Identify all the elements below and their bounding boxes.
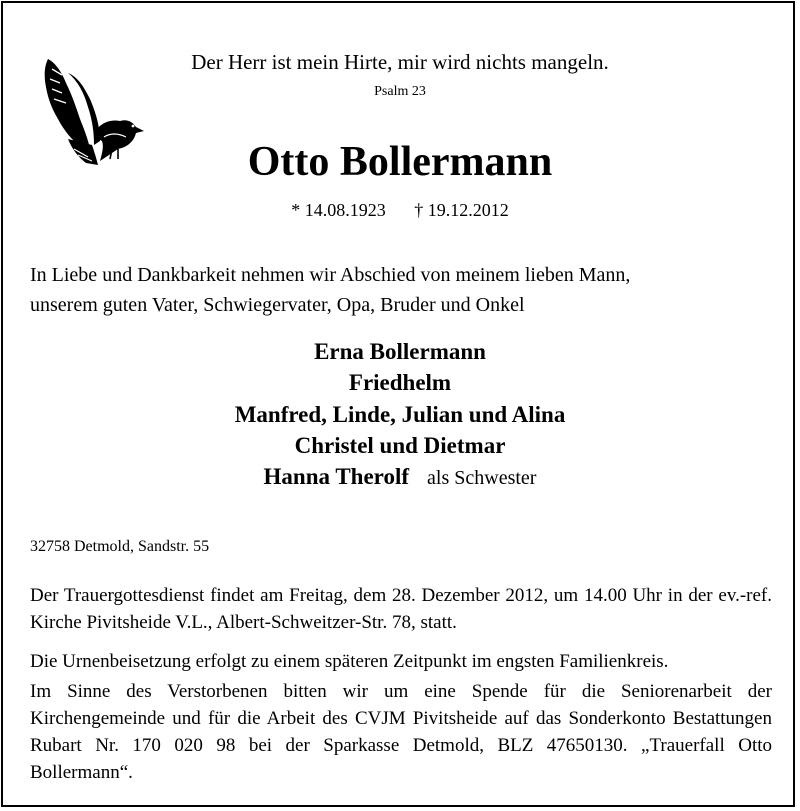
service-notice: Der Trauergottesdienst findet am Freitag, dem 28. Dezember 2012, um 14.00 Uhr in der ev.-ref. Kirche Pivitsheide V.L., Albert-Schweitzer-Str. 78, statt.: [30, 585, 772, 633]
burial-notice: Die Urnenbeisetzung erfolgt zu einem späteren Zeitpunkt im engsten Familienkreis.: [30, 651, 669, 672]
intro-line-2: unserem guten Vater, Schwiegervater, Opa, Bruder und Onkel: [30, 294, 525, 316]
verse-source: Psalm 23: [374, 84, 426, 99]
intro-line-1: In Liebe und Dankbarkeit nehmen wir Abschied von meinem lieben Mann,: [30, 264, 631, 286]
mourner-3: Manfred, Linde, Julian und Alina: [234, 402, 566, 427]
mourner-5-name: Hanna Therolf: [263, 464, 410, 489]
deceased-name: Otto Bollermann: [247, 139, 553, 185]
birth-date: * 14.08.1923: [291, 200, 386, 220]
bible-verse: Der Herr ist mein Hirte, mir wird nichts mangeln.: [191, 50, 609, 74]
family-address: 32758 Detmold, Sandstr. 55: [30, 538, 210, 555]
mourner-2: Friedhelm: [348, 370, 452, 395]
mourner-1: Erna Bollermann: [314, 339, 486, 364]
mourner-5: [0, 464, 800, 490]
mourner-4: Christel und Dietmar: [294, 433, 506, 458]
death-date: † 19.12.2012: [414, 200, 509, 220]
life-dates: [0, 200, 800, 221]
donation-notice: Im Sinne des Verstorbenen bitten wir um eine Spende für die Seniorenarbeit der Kirchengemeinde und für die Arbeit des CVJM Pivitsheide auf das Sonderkonto Bestattungen Rubart Nr. 170 020 98 bei der Sparkasse Detmold, BLZ 47650130. „Trauerfall Otto Bollermann“.: [30, 681, 772, 783]
mourner-5-note: als Schwester: [427, 467, 537, 489]
